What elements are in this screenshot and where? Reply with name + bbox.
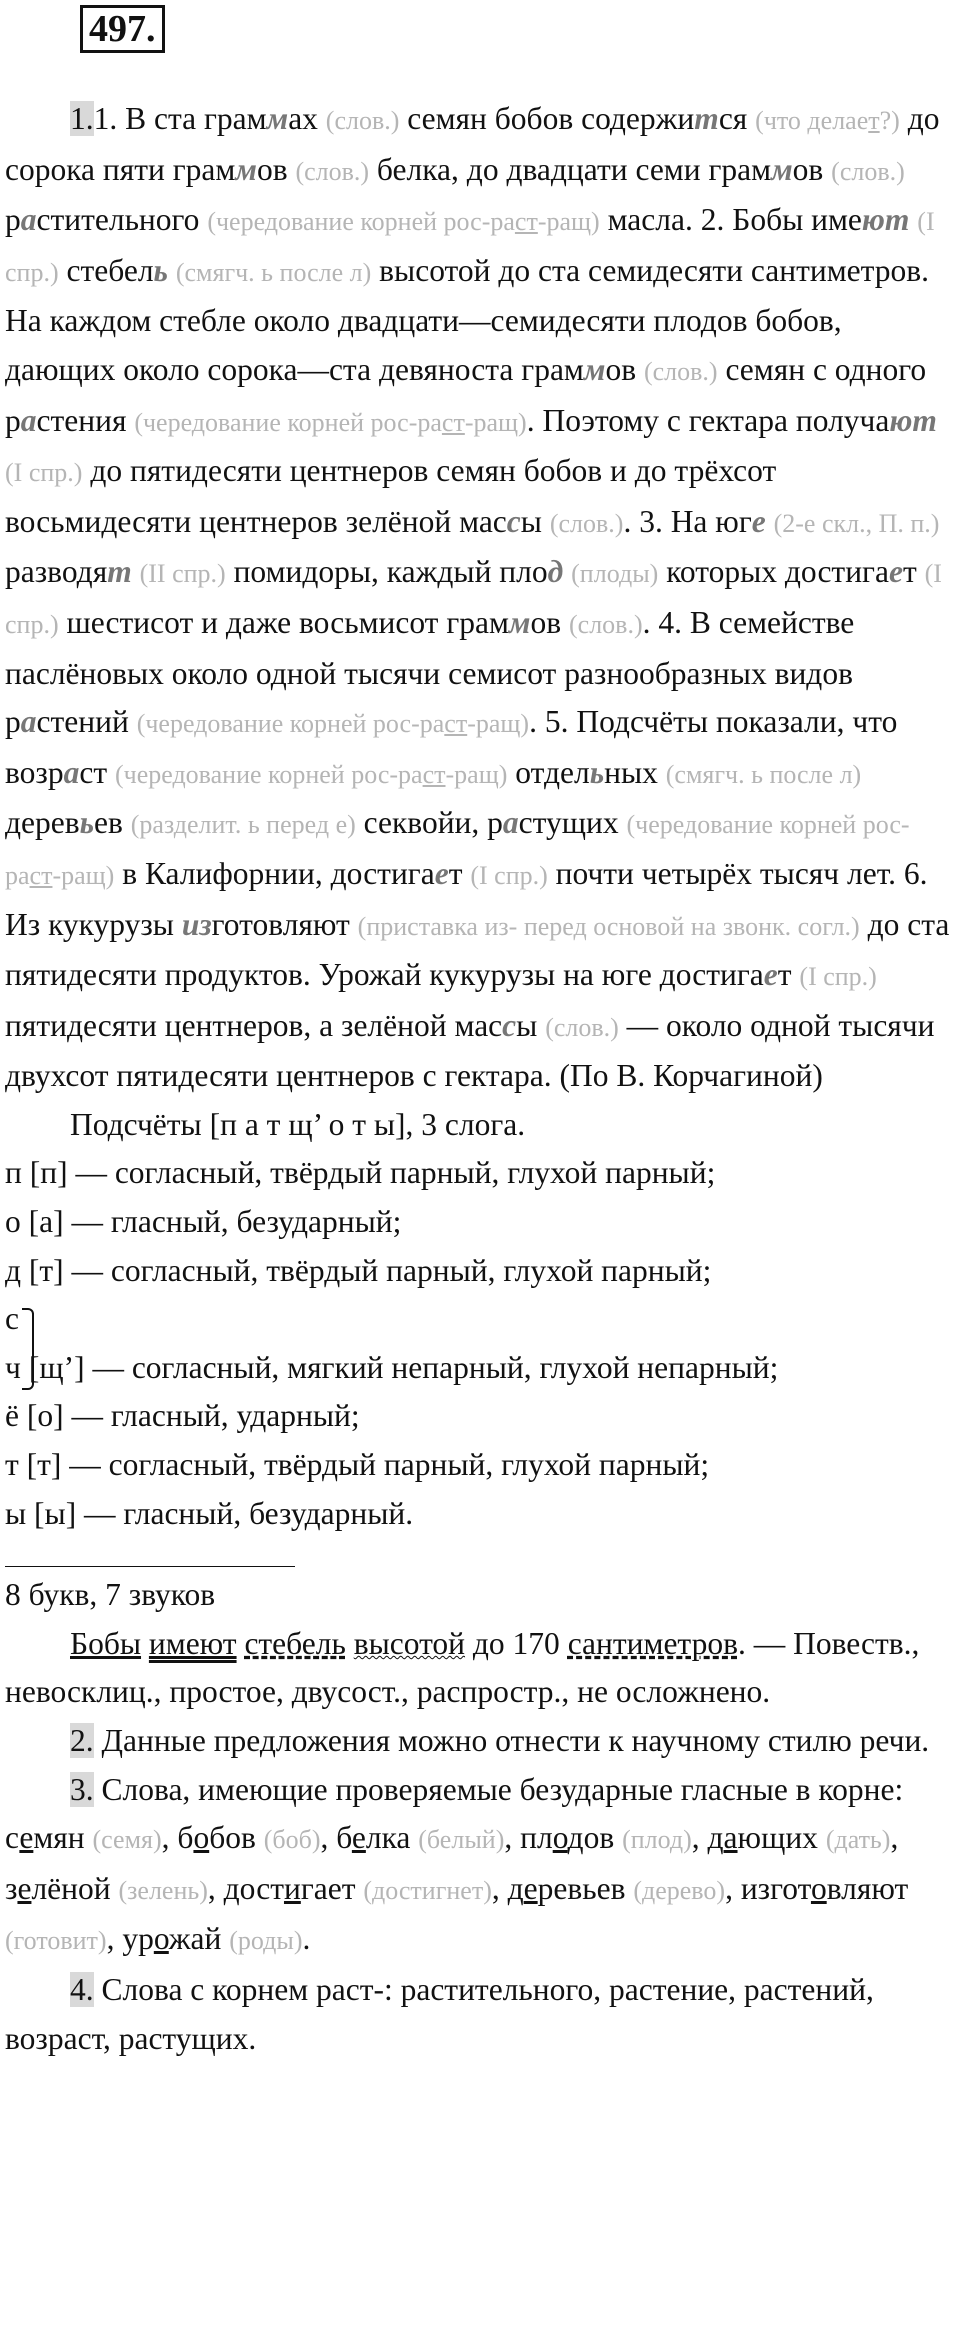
phonetic-row: ы [ы] — гласный, безударный.: [5, 1495, 414, 1531]
phonetic-row: т [т] — согласный, твёрдый парный, глухой парный;: [5, 1447, 710, 1483]
phonetic-row-shch: ч [щ’] — согласный, мягкий непарный, глухой непарный;: [5, 1344, 955, 1393]
sentence-number-highlight: 1.: [70, 101, 94, 136]
phonetic-row: ё [о] — гласный, ударный;: [5, 1398, 360, 1434]
phonetic-header: Подсчёты [п а т щ’ о т ы], 3 слога.: [70, 1106, 526, 1142]
item-3: 3. Слова, имеющие проверяемые безударные гласные в корне: семян (семя), бобов (боб), белка (белый), плодов (плод), дающих (дать), зелёной (зелень), достигает (достигнет), деревьев (дерево), изготовляют (готовит), урожай (роды).: [5, 1771, 909, 1957]
item-4: 4. Слова с корнем раст-: растительного, растение, растений, возраст, растущих.: [5, 1971, 874, 2056]
phonetic-row-s: с: [5, 1301, 19, 1337]
task-text: [5, 95, 955, 2063]
phonetic-row: п [п] — согласный, твёрдый парный, глухой парный;: [5, 1155, 716, 1191]
item-2: 2. Данные предложения можно отнести к научному стилю речи.: [70, 1723, 930, 1758]
phonetic-row: о [а] — гласный, безударный;: [5, 1204, 402, 1240]
bracket: [22, 1308, 34, 1390]
phonetic-summary: 8 букв, 7 звуков: [5, 1577, 216, 1613]
paragraph-main: 1.1. В ста граммах (слов.) семян бобов содержится (что делает?) до сорока пяти граммов (слов.) белка, до двадцати семи граммов (слов.) растительного (чередование корней рос-раст-ращ) масла. 2. Бобы имеют (I спр.) стебель (смягч. ь после л) высотой до ста семидесяти сантиметров. На каждом стебле около двадцати—семидесяти плодов бобов, дающих около сорока—ста девяноста граммов (слов.) семян с одного растения (чередование корней рос-раст-ращ). Поэтому с гектара получают (I спр.) до пятидесяти центнеров семян бобов и до трёхсот восьмидесяти центнеров зелёной массы (слов.). 3. На юге (2-е скл., П. п.) разводят (II спр.) помидоры, каждый плод (плоды) которых достигает (I спр.) шестисот и даже восьмисот граммов (слов.). 4. В семействе паслёновых около одной тысячи семисот разнообразных видов растений (чередование корней рос-раст-ращ). 5. Подсчёты показали, что возраст (чередование корней рос-раст-ращ) отдельных (смягч. ь после л) деревьев (разделит. ь перед е) секвойи, растущих (чередование корней рос-раст-ращ) в Калифорнии, достигает (I спр.) почти четырёх тысяч лет. 6. Из кукурузы изготовляют (приставка из- перед основой на звонк. согл.) до ста пятидесяти продуктов. Урожай кукурузы на юге достигает (I спр.) пятидесяти центнеров, а зелёной массы (слов.) — около одной тысячи двухсот пятидесяти центнеров с гектара. (По В. Корчагиной): [5, 101, 950, 1094]
syntax-analysis: Бобы имеют стебель высотой до 170 сантиметров. — Повеств., невосклиц., простое, двусост., распростр., не осложнено.: [5, 1625, 920, 1710]
phonetic-row: д [т] — согласный, твёрдый парный, глухой парный;: [5, 1252, 712, 1288]
separator: [5, 1566, 295, 1567]
task-number: 497.: [80, 5, 165, 53]
